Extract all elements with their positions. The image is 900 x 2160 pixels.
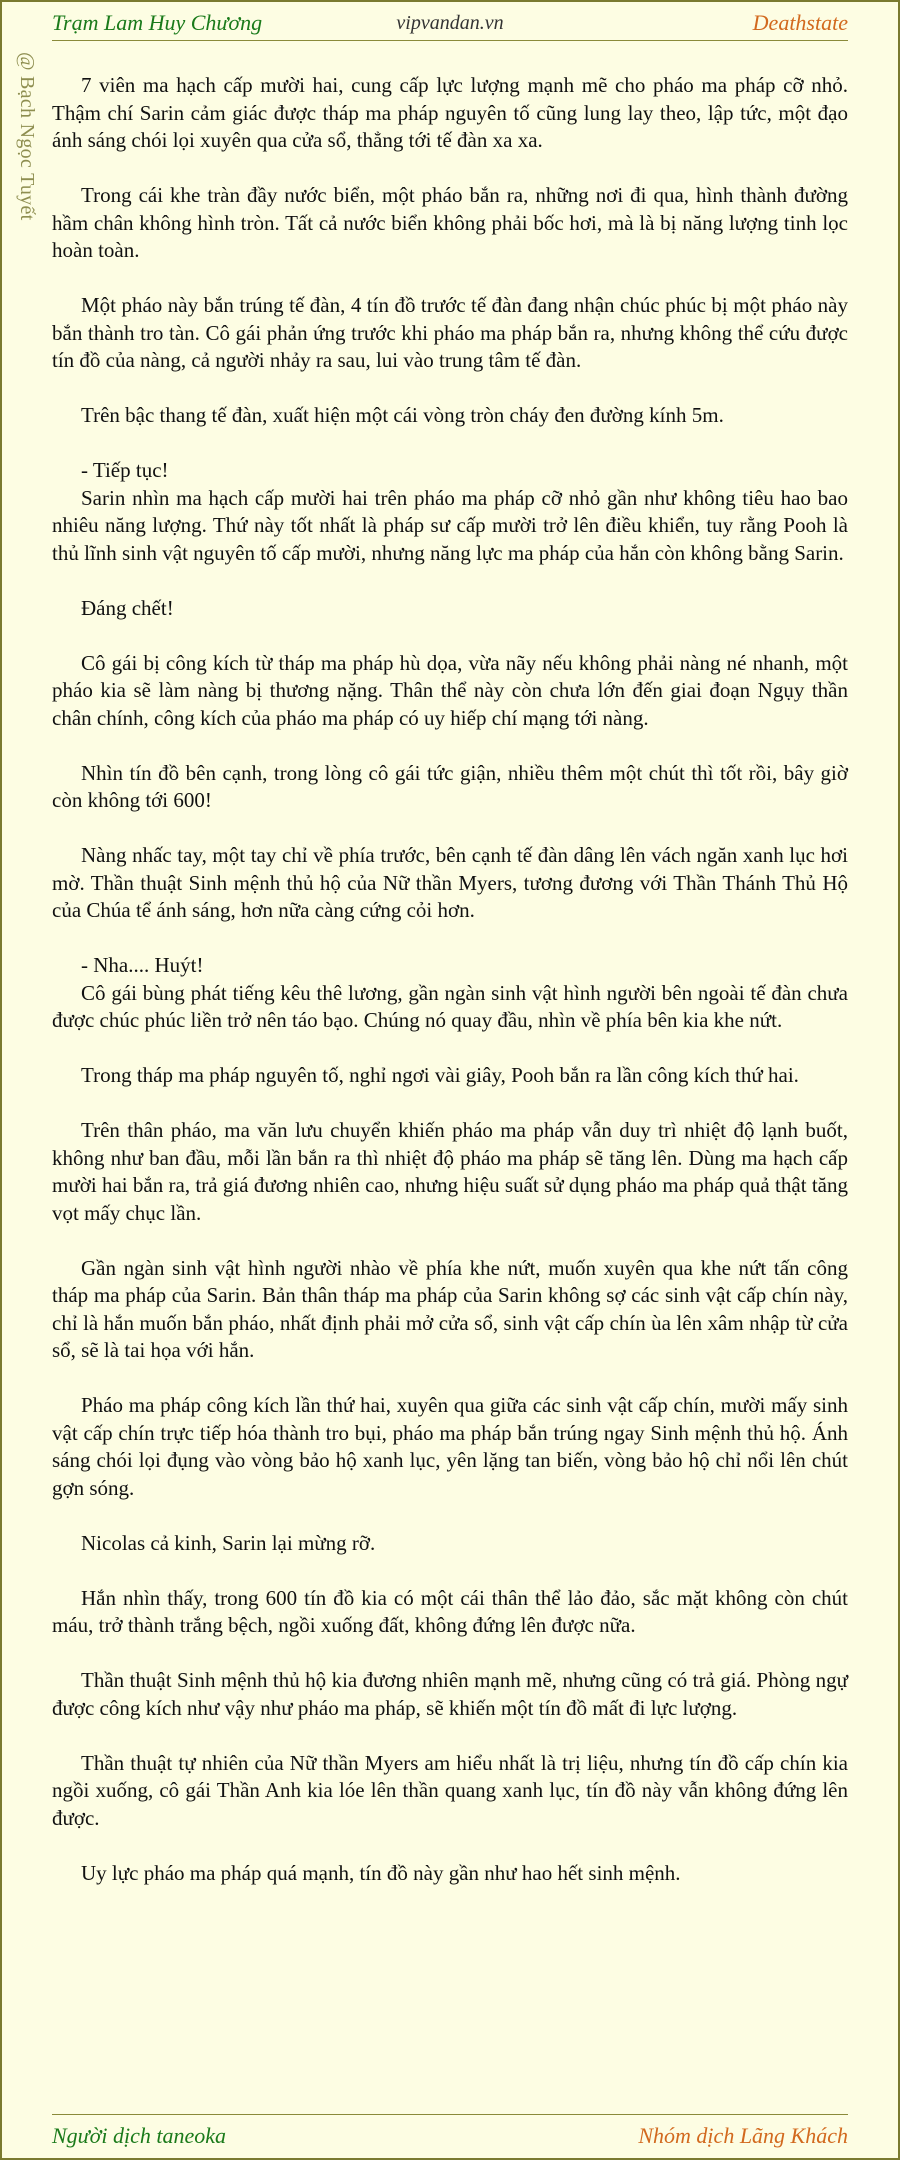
header-website: vipvandan.vn <box>396 12 504 34</box>
paragraph: Cô gái bị công kích từ tháp ma pháp hù dọa, vừa nãy nếu không phải nàng né nhanh, một pháo kia sẽ làm nàng bị thương nặng. Thân thể này còn chưa lớn đến giai đoạn Ngụy thần chân chính, công kích của pháo ma pháp có uy hiếp chí mạng tới nàng. <box>52 650 848 730</box>
header-book-title: Deathstate <box>752 10 848 35</box>
footer-translator: Người dịch taneoka <box>52 2123 227 2148</box>
paragraph: 7 viên ma hạch cấp mười hai, cung cấp lực lượng mạnh mẽ cho pháo ma pháp cỡ nhỏ. Thậm chí Sarin cảm giác được tháp ma pháp nguyên tố cũng lung lay theo, lập tức, một đạo ánh sáng chói lọi xuyên qua cửa sổ, thẳng tới tế đàn xa xa. <box>52 73 848 152</box>
footer-translation-group: Nhóm dịch Lãng Khách <box>638 2123 848 2148</box>
paragraph: Đáng chết! <box>81 595 174 620</box>
paragraph: Thần thuật Sinh mệnh thủ hộ kia đương nhiên mạnh mẽ, nhưng cũng có trả giá. Phòng ngự được công kích như vậy như pháo ma pháp, sẽ khiến một tín đồ mất đi lực lượng. <box>52 1668 848 1720</box>
paragraph: Nàng nhấc tay, một tay chỉ về phía trước, bên cạnh tế đàn dâng lên vách ngăn xanh lục hơi mờ. Thần thuật Sinh mệnh thủ hộ của Nữ thần Myers, tương đương với Thần Thánh Thủ Hộ của Chúa tể ánh sáng, hơn nữa càng cứng cỏi hơn. <box>52 843 848 922</box>
paragraph: Cô gái bùng phát tiếng kêu thê lương, gần ngàn sinh vật hình người bên ngoài tế đàn chưa được chúc phúc liền trở nên táo bạo. Chúng nó quay đầu, nhìn về phía bên kia khe nứt. <box>52 980 848 1032</box>
paragraph: Trên bậc thang tế đàn, xuất hiện một cái vòng tròn cháy đen đường kính 5m. <box>81 403 724 427</box>
header-site-name: Trạm Lam Huy Chương <box>52 10 263 35</box>
paragraph: Nhìn tín đồ bên cạnh, trong lòng cô gái tức giận, nhiều thêm một chút thì tốt rồi, bây giờ còn không tới 600! <box>52 760 848 812</box>
dialogue-line: - Nha.... Huýt! <box>81 953 204 977</box>
paragraph: Gần ngàn sinh vật hình người nhào về phía khe nứt, muốn xuyên qua khe nứt tấn công tháp ma pháp của Sarin. Bản thân tháp ma pháp của Sarin không sợ các sinh vật cấp chín này, chỉ là hắn muốn bắn pháo, nhất định phải mở cửa sổ, sinh vật cấp chín ùa lên xâm nhập từ cửa sổ, sẽ là tai họa với hắn. <box>52 1255 848 1362</box>
paragraph: Pháo ma pháp công kích lần thứ hai, xuyên qua giữa các sinh vật cấp chín, mười mấy sinh vật cấp chín trực tiếp hóa thành tro bụi, pháo ma pháp bắn trúng ngay Sinh mệnh thủ hộ. Ánh sáng chói lọi đụng vào vòng bảo hộ xanh lục, yên lặng tan biến, vòng bảo hộ chỉ nổi lên chút gợn sóng. <box>52 1393 848 1500</box>
paragraph: Thần thuật tự nhiên của Nữ thần Myers am hiểu nhất là trị liệu, nhưng tín đồ cấp chín kia ngồi xuống, cô gái Thần Anh kia lóe lên thần quang xanh lục, tín đồ này vẫn không đứng lên được. <box>52 1750 848 1830</box>
page-header <box>52 4 848 41</box>
paragraph: Hắn nhìn thấy, trong 600 tín đồ kia có một cái thân thể lảo đảo, sắc mặt không còn chút máu, trở thành trắng bệch, ngồi xuống đất, không đứng lên được nữa. <box>52 1585 848 1637</box>
paragraph: Trong tháp ma pháp nguyên tố, nghỉ ngơi vài giây, Pooh bắn ra lần công kích thứ hai. <box>81 1063 799 1087</box>
paragraph: Sarin nhìn ma hạch cấp mười hai trên pháo ma pháp cỡ nhỏ gần như không tiêu hao bao nhiêu năng lượng. Thứ này tốt nhất là pháp sư cấp mười trở lên điều khiển, tuy rằng Pooh là thủ lĩnh sinh vật nguyên tố cấp mười, nhưng năng lực ma pháp của hắn còn không bằng Sarin. <box>52 485 848 565</box>
chapter-content <box>52 72 848 1915</box>
paragraph: Uy lực pháo ma pháp quá mạnh, tín đồ này gần như hao hết sinh mệnh. <box>81 1860 681 1885</box>
paragraph: Trong cái khe tràn đầy nước biển, một pháo bắn ra, những nơi đi qua, hình thành đường hầm chân không hình tròn. Tất cả nước biển không phải bốc hơi, mà là bị năng lượng tinh lọc hoàn toàn. <box>52 183 848 262</box>
page-footer <box>52 2114 848 2151</box>
paragraph: Trên thân pháo, ma văn lưu chuyển khiến pháo ma pháp vẫn duy trì nhiệt độ lạnh buốt, không như ban đầu, mỗi lần bắn ra thì nhiệt độ pháo ma pháp sẽ tăng lên. Dùng ma hạch cấp mười hai bắn ra, trả giá đương nhiên cao, nhưng hiệu suất sử dụng pháo ma pháp quả thật tăng vọt mấy chục lần. <box>52 1118 848 1225</box>
dialogue-line: - Tiếp tục! <box>81 458 169 482</box>
paragraph: Một pháo này bắn trúng tế đàn, 4 tín đồ trước tế đàn đang nhận chúc phúc bị một pháo này bắn thành tro tàn. Cô gái phản ứng trước khi pháo ma pháp bắn ra, nhưng không thể cứu được tín đồ của nàng, cả người nhảy ra sau, lui vào trung tâm tế đàn. <box>52 293 848 372</box>
side-watermark: @ Bạch Ngọc Tuyết <box>16 52 38 221</box>
paragraph: Nicolas cả kinh, Sarin lại mừng rỡ. <box>81 1530 376 1555</box>
